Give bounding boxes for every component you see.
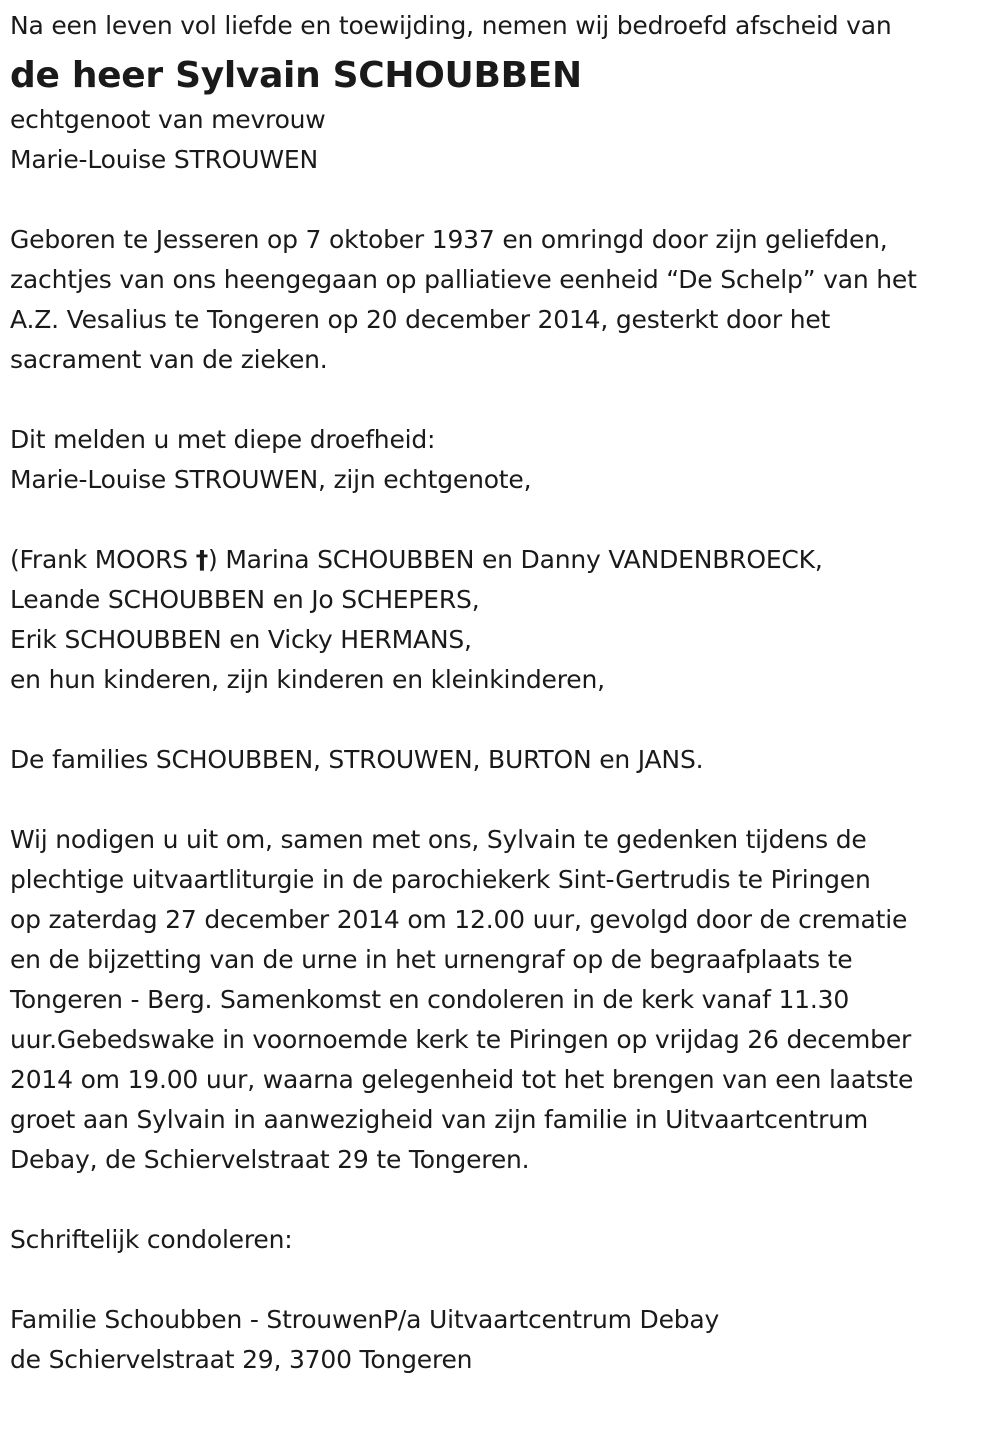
invitation-line: en de bijzetting van de urne in het urnengraf op de begraafplaats te bbox=[10, 945, 853, 974]
invitation-line: uur.Gebedswake in voornoemde kerk te Piringen op vrijdag 26 december bbox=[10, 1025, 912, 1054]
condolence-address bbox=[10, 1300, 995, 1380]
spacer bbox=[10, 700, 995, 740]
invitation-line: Wij nodigen u uit om, samen met ons, Sylvain te gedenken tijdens de bbox=[10, 825, 867, 854]
birth-line: sacrament van de zieken. bbox=[10, 345, 328, 374]
children-line-4: en hun kinderen, zijn kinderen en kleinkinderen, bbox=[10, 665, 605, 694]
birth-paragraph bbox=[10, 220, 995, 380]
children-line-2: Leande SCHOUBBEN en Jo SCHEPERS, bbox=[10, 585, 480, 614]
deceased-name: de heer Sylvain SCHOUBBEN bbox=[10, 55, 582, 96]
condolence-heading: Schriftelijk condoleren: bbox=[10, 1225, 293, 1254]
birth-line: Geboren te Jesseren op 7 oktober 1937 en omringd door zijn geliefden, bbox=[10, 225, 888, 254]
invitation-line: Tongeren - Berg. Samenkomst en condoleren in de kerk vanaf 11.30 bbox=[10, 985, 850, 1014]
spacer bbox=[10, 380, 995, 420]
spacer bbox=[10, 180, 995, 220]
announce-spouse: Marie-Louise STROUWEN, zijn echtgenote, bbox=[10, 465, 532, 494]
invitation-paragraph bbox=[10, 820, 995, 1180]
invitation-line: groet aan Sylvain in aanwezigheid van zijn familie in Uitvaartcentrum bbox=[10, 1105, 868, 1134]
announce-intro: Dit melden u met diepe droefheid: bbox=[10, 425, 436, 454]
intro-text: Na een leven vol liefde en toewijding, nemen wij bedroefd afscheid van bbox=[10, 11, 892, 40]
spouse-line-1: echtgenoot van mevrouw bbox=[10, 105, 326, 134]
families-line: De families SCHOUBBEN, STROUWEN, BURTON en JANS. bbox=[10, 745, 704, 774]
spacer bbox=[10, 780, 995, 820]
children-line-1-open: (Frank MOORS bbox=[10, 545, 196, 574]
spouse-line-2: Marie-Louise STROUWEN bbox=[10, 145, 318, 174]
invitation-line: 2014 om 19.00 uur, waarna gelegenheid tot het brengen van een laatste bbox=[10, 1065, 914, 1094]
obituary-document bbox=[10, 6, 995, 1380]
birth-line: A.Z. Vesalius te Tongeren op 20 december 2014, gesterkt door het bbox=[10, 305, 831, 334]
spacer bbox=[10, 1180, 995, 1220]
address-line-1: Familie Schoubben - StrouwenP/a Uitvaartcentrum Debay bbox=[10, 1305, 720, 1334]
children-list bbox=[10, 540, 995, 700]
invitation-line: Debay, de Schiervelstraat 29 te Tongeren. bbox=[10, 1145, 530, 1174]
invitation-line: plechtige uitvaartliturgie in de parochiekerk Sint-Gertrudis te Piringen bbox=[10, 865, 871, 894]
children-line-3: Erik SCHOUBBEN en Vicky HERMANS, bbox=[10, 625, 472, 654]
spacer bbox=[10, 1260, 995, 1300]
children-line-1 bbox=[10, 540, 995, 580]
invitation-line: op zaterdag 27 december 2014 om 12.00 uur, gevolgd door de crematie bbox=[10, 905, 908, 934]
cross-icon: † bbox=[195, 545, 209, 574]
children-line-1-close: ) Marina SCHOUBBEN en Danny VANDENBROECK, bbox=[208, 545, 823, 574]
birth-line: zachtjes van ons heengegaan op palliatieve eenheid “De Schelp” van het bbox=[10, 265, 917, 294]
spacer bbox=[10, 500, 995, 540]
address-line-2: de Schiervelstraat 29, 3700 Tongeren bbox=[10, 1345, 473, 1374]
